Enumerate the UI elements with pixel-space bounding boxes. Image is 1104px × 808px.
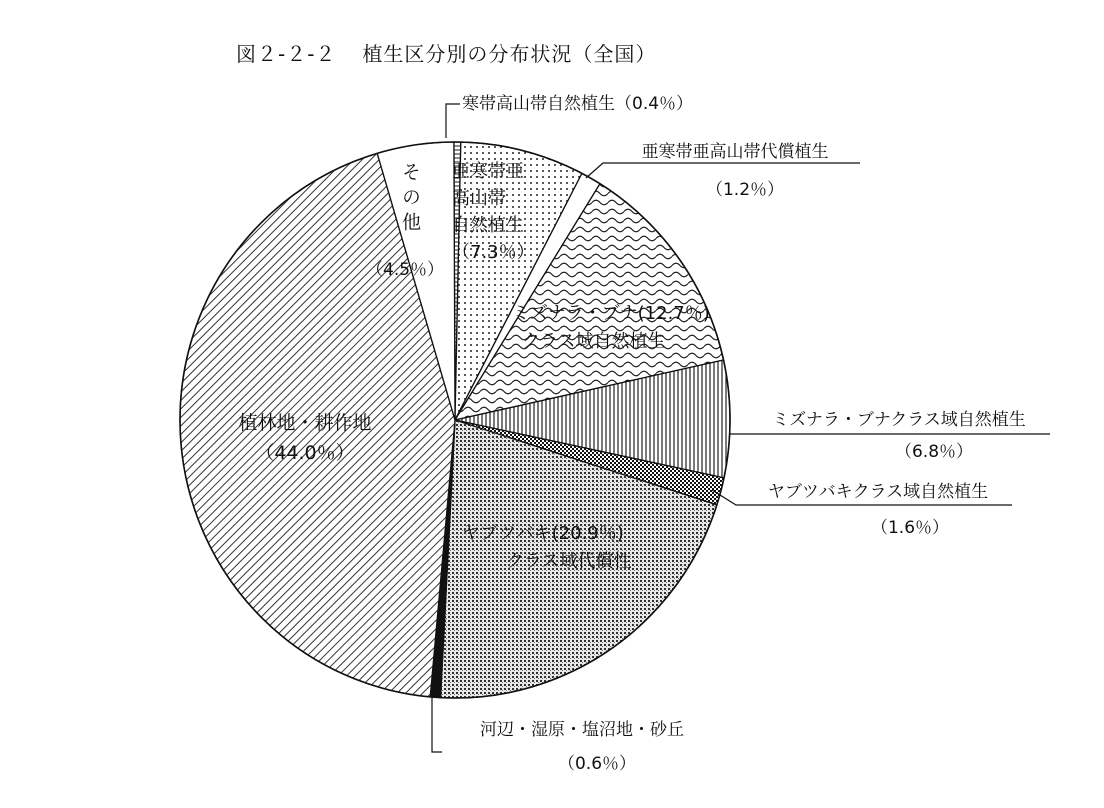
label-akantai-daisho xyxy=(606,140,864,202)
label-shokurin-pct: （44.0％） xyxy=(255,442,355,464)
chart-title-text: 植生区分別の分布状況（全国） xyxy=(362,42,657,66)
label-yabu-shizen-text: ヤブツバキクラス域自然植生 xyxy=(767,482,989,502)
label-mizunara-inner-pct: （6.8％） xyxy=(894,442,974,462)
label-yabu-shizen-pct: （1.6％） xyxy=(870,518,950,538)
label-akantai-line1: 亜寒帯亜 xyxy=(452,161,524,182)
leader-kahen xyxy=(432,694,442,752)
label-mizunara-outer-pct: (12.7％) xyxy=(637,303,710,324)
label-mizunara-inner xyxy=(746,408,1052,464)
label-kantai xyxy=(462,92,693,116)
label-mizunara-outer-line1: ミズナラ・ブナ xyxy=(512,303,638,324)
figure-number: 図２-２-２ xyxy=(236,42,337,66)
label-mizunara-outer xyxy=(512,300,710,356)
leader-kantai xyxy=(446,104,460,138)
label-kahen xyxy=(444,718,720,776)
label-kahen-text: 河辺・湿原・塩沼地・砂丘 xyxy=(480,720,684,740)
label-akantai-pct: （7.3％） xyxy=(452,242,535,263)
label-yabu-shizen xyxy=(744,480,1012,540)
label-kahen-pct: （0.6％） xyxy=(557,754,637,774)
chart-title xyxy=(236,38,656,67)
label-shokurin xyxy=(220,408,390,468)
label-akantai-line3: 自然植生 xyxy=(452,215,524,236)
label-shokurin-text: 植林地・耕作地 xyxy=(238,412,372,434)
label-mizunara-outer-line2: クラス域自然植生 xyxy=(522,331,666,352)
label-yabu-daisho-line2: クラス域代償性 xyxy=(506,551,632,572)
label-sonota-pct: （4.5％） xyxy=(366,260,445,280)
label-mizunara-inner-text: ミズナラ・ブナクラス域自然植生 xyxy=(772,410,1026,430)
label-yabu-daisho-line1: ヤブツバキ xyxy=(462,523,552,544)
label-kantai-text: 寒帯高山帯自然植生 xyxy=(462,94,615,114)
label-akantai-daisho-text: 亜寒帯亜高山帯代償植生 xyxy=(641,142,829,162)
label-sonota-text: その他 xyxy=(399,162,421,237)
label-kantai-pct: （0.4％） xyxy=(615,94,694,114)
label-yabu-daisho-pct: (20.9％) xyxy=(551,523,624,544)
label-yabu-daisho xyxy=(462,520,631,576)
label-akantai xyxy=(452,158,535,266)
label-akantai-daisho-pct: （1.2％） xyxy=(705,180,785,200)
label-akantai-line2: 高山帯 xyxy=(452,188,506,209)
